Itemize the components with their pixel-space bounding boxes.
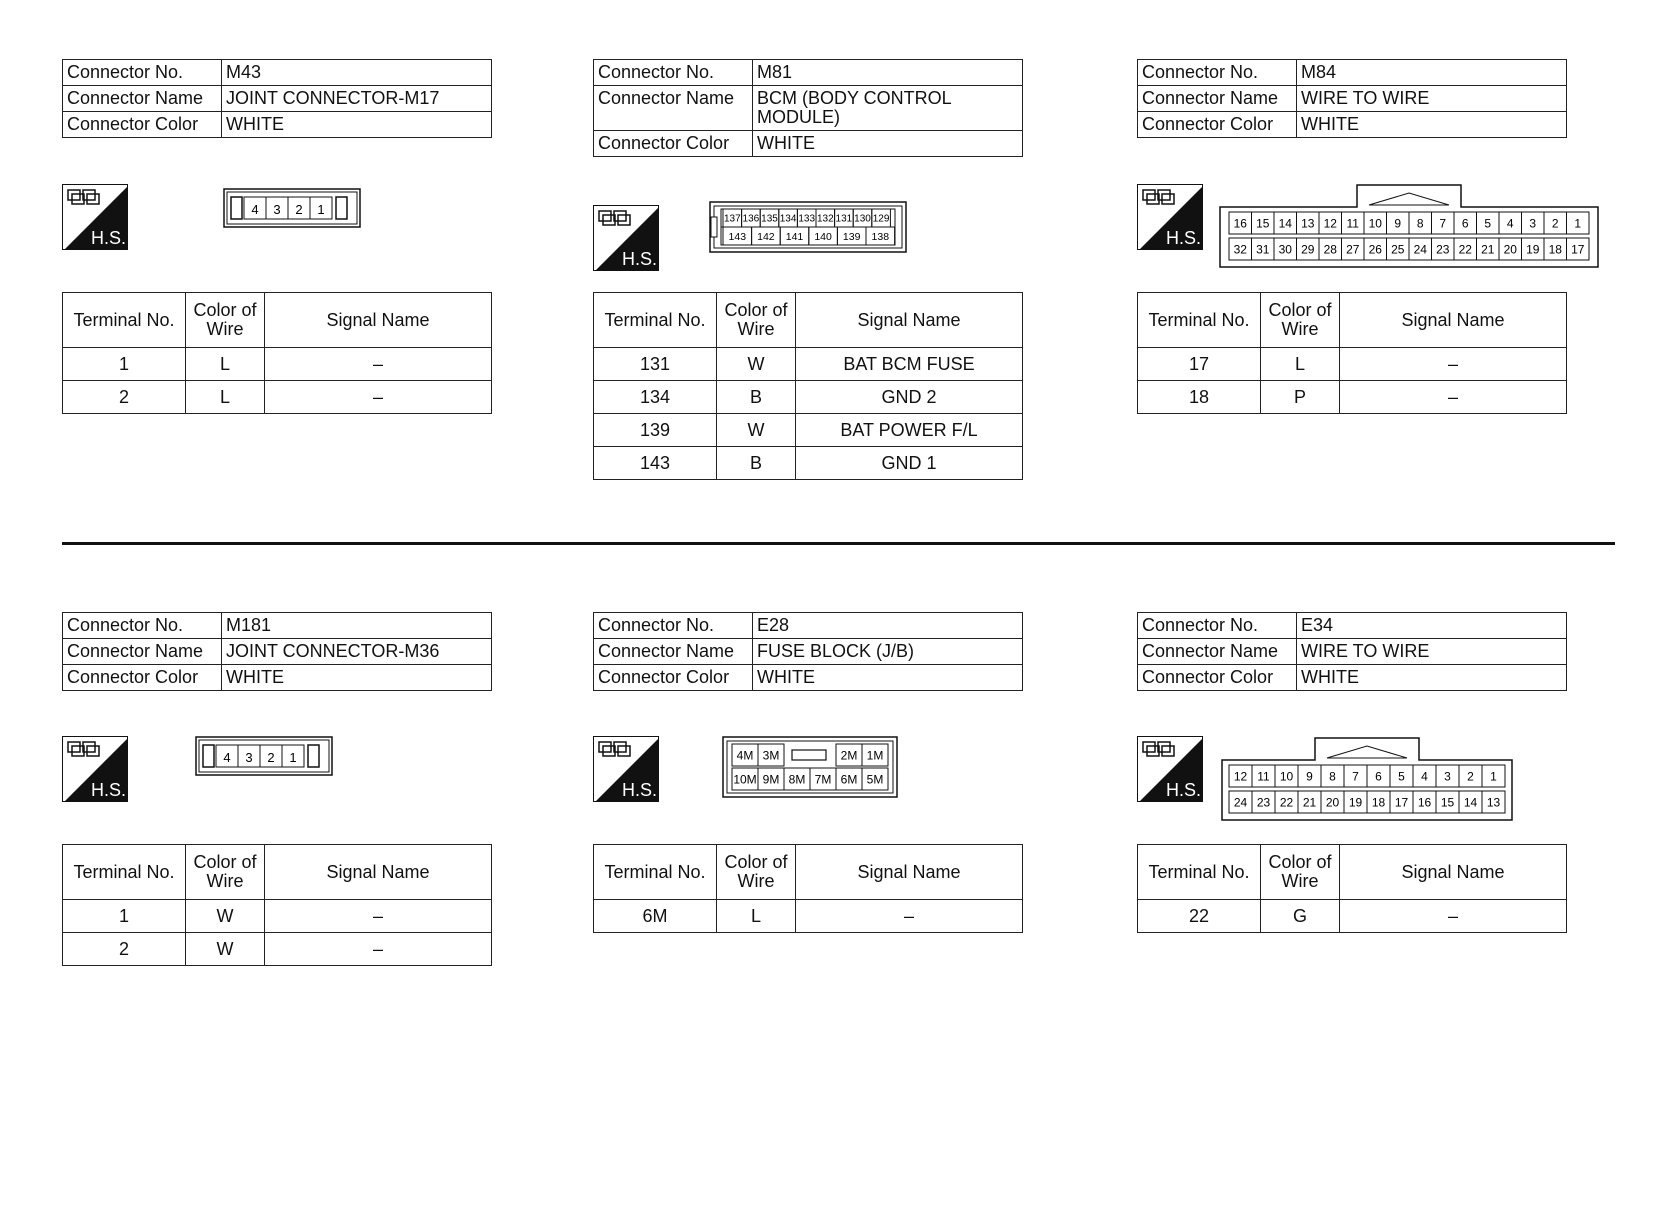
pin-label: 32 [1233,242,1247,257]
pin-label: 22 [1279,795,1294,810]
pin: 1 [289,750,297,765]
pin-label: 14 [1463,795,1478,810]
label-connector-color: Connector Color [63,665,222,691]
connector-face-diagram [722,736,898,803]
label-connector-name: Connector Name [63,86,222,112]
connector-info-table [62,59,492,138]
pin-label: 13 [1486,795,1501,810]
pin-label: 26 [1368,242,1382,257]
connector-name-value: JOINT CONNECTOR-M36 [222,639,492,665]
header-terminal-no: Terminal No. [1138,293,1261,348]
pin-label: 141 [785,230,804,243]
header-wire-color: Color of Wire [1261,845,1340,900]
label-connector-name: Connector Name [594,639,753,665]
connector-no-value: E28 [753,613,1023,639]
pin-label: 20 [1325,795,1340,810]
connector-color-value: WHITE [1297,112,1567,138]
table-row: 1 W – [63,900,492,933]
header-signal-name: Signal Name [1340,845,1567,900]
pin-label: 30 [1278,242,1292,257]
pin-label: 23 [1436,242,1450,257]
pin-label: 142 [757,230,775,243]
pin-label: 2 [1467,769,1474,784]
label-connector-color: Connector Color [1138,112,1297,138]
header-wire-color: Color of Wire [1261,293,1340,348]
pin-label: 21 [1302,795,1317,810]
connector-no-value: M81 [753,60,1023,86]
harness-side-icon [1137,184,1203,250]
connector-info-table [1137,612,1567,691]
pin-label: 12 [1233,769,1248,784]
hs-label: H.S. [91,228,127,248]
connector-face-diagram [709,201,907,258]
pin: 1 [317,202,325,217]
pin-label: 18 [1371,795,1386,810]
label-connector-name: Connector Name [1138,86,1297,112]
header-wire-color: Color of Wire [717,293,796,348]
label-connector-name: Connector Name [594,86,753,131]
terminal-table [1137,844,1567,933]
pin-label: 3M [762,748,780,763]
pin-label: 31 [1256,242,1270,257]
pin: 3 [245,750,253,765]
harness-side-icon [593,736,659,802]
header-wire-color: Color of Wire [186,293,265,348]
pin-label: 20 [1503,242,1517,257]
connector-face-diagram [1221,736,1513,827]
header-signal-name: Signal Name [265,845,492,900]
label-connector-name: Connector Name [63,639,222,665]
pin-label: 136 [742,213,760,225]
terminal-table [62,844,492,966]
connector-block-m81 [593,59,1023,473]
connector-block-m43 [62,59,492,407]
pin-label: 8 [1329,769,1336,784]
pin-label: 1 [1490,769,1497,784]
pin-label: 15 [1256,216,1270,231]
pin-label: 140 [814,230,832,243]
pin-label: 16 [1417,795,1432,810]
terminal-table [593,844,1023,933]
pin-label: 12 [1323,216,1337,231]
harness-side-icon [62,736,128,802]
pin-label: 25 [1391,242,1405,257]
header-terminal-no: Terminal No. [594,293,717,348]
header-terminal-no: Terminal No. [594,845,717,900]
pin: 3 [273,202,281,217]
pin-label: 129 [872,213,890,225]
hs-label: H.S. [1166,228,1202,248]
header-signal-name: Signal Name [796,845,1023,900]
pin-label: 6M [840,772,858,787]
connector-color-value: WHITE [222,665,492,691]
connector-no-value: M84 [1297,60,1567,86]
header-signal-name: Signal Name [1340,293,1567,348]
hs-label: H.S. [622,780,658,800]
label-connector-no: Connector No. [594,60,753,86]
hs-label: H.S. [91,780,127,800]
pin-label: 10M [733,772,757,787]
connector-info-table [62,612,492,691]
connector-info-table [593,59,1023,157]
connector-no-value: E34 [1297,613,1567,639]
label-connector-no: Connector No. [594,613,753,639]
header-wire-color: Color of Wire [186,845,265,900]
connector-block-e28 [593,612,1023,926]
label-connector-no: Connector No. [1138,60,1297,86]
connector-color-value: WHITE [753,665,1023,691]
pin-label: 8M [788,772,806,787]
table-row: 18 P – [1138,381,1567,414]
pin-label: 7M [814,772,832,787]
header-signal-name: Signal Name [796,293,1023,348]
pin-label: 5M [866,772,884,787]
pin-label: 24 [1413,242,1427,257]
pin-label: 6 [1375,769,1382,784]
table-row: 131 W BAT BCM FUSE [594,348,1023,381]
pin-label: 3 [1444,769,1451,784]
table-row: 22 G – [1138,900,1567,933]
header-wire-color: Color of Wire [717,845,796,900]
pin: 4 [223,750,231,765]
connector-name-value: BCM (BODY CONTROL MODULE) [753,86,1023,131]
pin-label: 15 [1440,795,1455,810]
pin-label: 137 [723,213,741,225]
connector-color-value: WHITE [1297,665,1567,691]
pin-label: 5 [1484,216,1492,231]
connector-block-e34 [1137,612,1567,926]
header-terminal-no: Terminal No. [63,845,186,900]
pin: 4 [251,202,259,217]
pin-label: 10 [1279,769,1294,784]
label-connector-color: Connector Color [63,112,222,138]
pin-label: 4M [736,748,754,763]
connector-face-diagram [195,736,333,781]
connector-color-value: WHITE [753,131,1023,157]
table-row: 134 B GND 2 [594,381,1023,414]
header-terminal-no: Terminal No. [63,293,186,348]
pin-label: 1 [1574,216,1582,231]
label-connector-no: Connector No. [63,613,222,639]
label-connector-no: Connector No. [63,60,222,86]
pin-label: 11 [1257,769,1270,784]
pin-label: 4 [1506,216,1514,231]
label-connector-no: Connector No. [1138,613,1297,639]
harness-side-icon [593,205,659,271]
label-connector-color: Connector Color [1138,665,1297,691]
pin-label: 5 [1398,769,1405,784]
connector-face-diagram [1219,183,1599,274]
pin-label: 24 [1233,795,1248,810]
pin-label: 18 [1548,242,1562,257]
pin-label: 2M [840,748,858,763]
pin-label: 14 [1278,216,1292,231]
connector-color-value: WHITE [222,112,492,138]
pin-label: 19 [1526,242,1540,257]
header-terminal-no: Terminal No. [1138,845,1261,900]
pin-label: 7 [1439,216,1447,231]
connector-name-value: JOINT CONNECTOR-M17 [222,86,492,112]
pin-label: 16 [1233,216,1247,231]
pin-label: 1M [866,748,884,763]
pin-label: 6 [1461,216,1469,231]
terminal-table [1137,292,1567,414]
pin-label: 3 [1529,216,1537,231]
pin-label: 143 [728,230,747,243]
pin-label: 23 [1256,795,1271,810]
harness-side-icon [1137,736,1203,802]
pin-label: 17 [1571,242,1585,257]
terminal-table [62,292,492,414]
table-row: 17 L – [1138,348,1567,381]
connector-no-value: M43 [222,60,492,86]
terminal-table [593,292,1023,480]
connector-block-m84 [1137,59,1585,407]
pin-label: 134 [779,213,797,225]
pin: 2 [295,202,303,217]
pin-label: 28 [1323,242,1337,257]
hs-label: H.S. [1166,780,1202,800]
connector-name-value: WIRE TO WIRE [1297,639,1567,665]
connector-face-diagram [223,188,361,233]
pin-label: 19 [1348,795,1363,810]
table-row: 2 L – [63,381,492,414]
pin-label: 29 [1301,242,1315,257]
connector-info-table [593,612,1023,691]
hs-label: H.S. [622,249,658,269]
pin: 2 [267,750,275,765]
table-row: 139 W BAT POWER F/L [594,414,1023,447]
pin-label: 139 [842,230,861,243]
label-connector-name: Connector Name [1138,639,1297,665]
pin-label: 22 [1458,242,1472,257]
pin-label: 7 [1352,769,1359,784]
connector-block-m181 [62,612,492,959]
pin-label: 17 [1394,795,1409,810]
label-connector-color: Connector Color [594,665,753,691]
pin-label: 8 [1416,216,1424,231]
connector-name-value: WIRE TO WIRE [1297,86,1567,112]
pin-label: 130 [854,213,871,225]
connector-info-table [1137,59,1567,138]
harness-side-icon [62,184,128,250]
pin-label: 131 [835,213,853,225]
header-signal-name: Signal Name [265,293,492,348]
pin-label: 4 [1421,769,1428,784]
connector-no-value: M181 [222,613,492,639]
pin-label: 9M [762,772,780,787]
pin-label: 2 [1551,216,1559,231]
connector-name-value: FUSE BLOCK (J/B) [753,639,1023,665]
pin-label: 9 [1306,769,1313,784]
table-row: 143 B GND 1 [594,447,1023,480]
pin-label: 21 [1481,242,1495,257]
table-row: 6M L – [594,900,1023,933]
pin-label: 10 [1368,216,1382,231]
table-row: 2 W – [63,933,492,966]
pin-label: 135 [761,213,778,225]
pin-label: 138 [871,230,890,243]
pin-label: 9 [1394,216,1402,231]
pin-label: 11 [1346,216,1359,231]
pin-label: 13 [1301,216,1315,231]
pin-label: 27 [1346,242,1360,257]
pin-label: 132 [816,213,834,225]
pin-label: 133 [798,213,816,225]
label-connector-color: Connector Color [594,131,753,157]
section-divider [62,542,1615,545]
table-row: 1 L – [63,348,492,381]
